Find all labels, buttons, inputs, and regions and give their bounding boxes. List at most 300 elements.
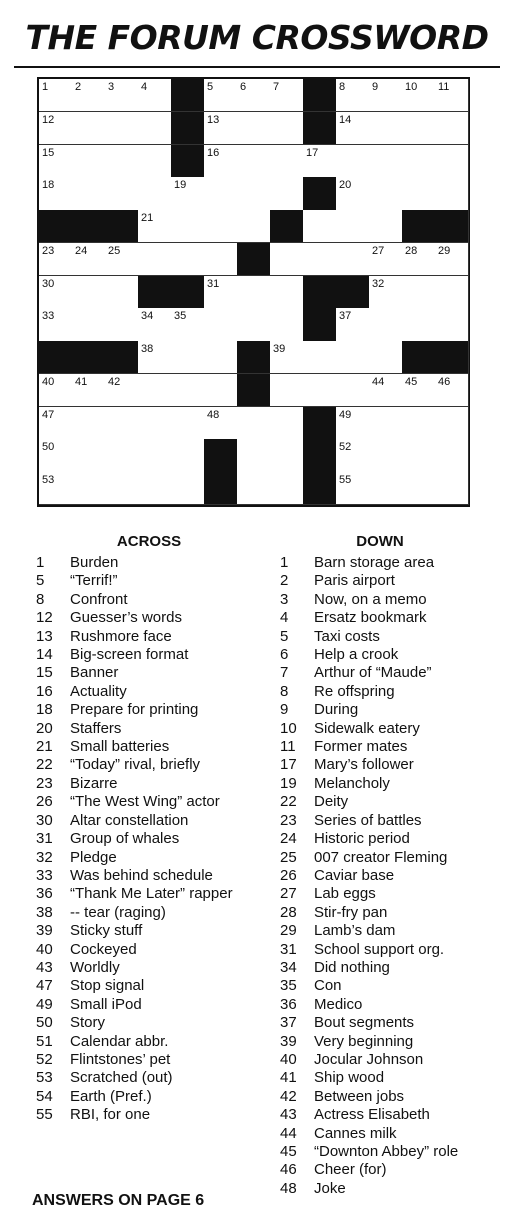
grid-cell[interactable] <box>270 374 304 407</box>
grid-cell[interactable] <box>270 243 304 276</box>
grid-cell[interactable] <box>105 439 139 472</box>
clue-number: 9 <box>280 701 289 719</box>
clue-number: 4 <box>280 609 289 627</box>
grid-cell[interactable] <box>204 341 238 374</box>
black-square <box>204 439 238 472</box>
clue-number: 18 <box>36 701 53 719</box>
grid-cell[interactable] <box>171 210 205 243</box>
grid-cell[interactable] <box>171 374 205 407</box>
clue-number: 37 <box>339 310 352 323</box>
grid-cell[interactable] <box>402 177 436 210</box>
clue-number: 31 <box>280 940 297 958</box>
grid-cell[interactable] <box>204 374 238 407</box>
clue-text: Actuality <box>70 682 127 700</box>
clue-number: 3 <box>280 590 289 608</box>
clue-number: 36 <box>280 995 297 1013</box>
clue-number: 23 <box>42 244 55 257</box>
grid-cell[interactable] <box>237 439 271 472</box>
grid-cell[interactable] <box>39 276 73 309</box>
clue-text: Big-screen format <box>70 646 189 664</box>
grid-cell[interactable] <box>171 439 205 472</box>
black-square <box>171 276 205 309</box>
grid-cell[interactable] <box>171 407 205 440</box>
black-square <box>402 210 436 243</box>
clue-number: 1 <box>42 81 49 93</box>
grid-cell[interactable] <box>105 407 139 440</box>
grid-cell[interactable] <box>402 145 436 178</box>
grid-cell[interactable] <box>72 177 106 210</box>
grid-cell[interactable] <box>138 308 172 341</box>
black-square <box>105 210 139 243</box>
clue-number: 22 <box>36 756 53 774</box>
across-clue <box>36 591 262 609</box>
clue-text: Melancholy <box>314 774 390 792</box>
clue-text: Joke <box>314 1179 346 1197</box>
down-clue <box>280 683 480 701</box>
grid-cell[interactable] <box>369 210 403 243</box>
grid-cell[interactable] <box>369 145 403 178</box>
grid-cell[interactable] <box>105 145 139 178</box>
grid-cell[interactable] <box>369 276 403 309</box>
down-clue <box>280 1143 480 1161</box>
grid-cell[interactable] <box>270 407 304 440</box>
down-clue <box>280 1088 480 1106</box>
black-square <box>237 341 271 374</box>
clue-number: 39 <box>273 343 286 356</box>
grid-cell[interactable] <box>105 79 139 112</box>
grid-cell[interactable] <box>435 79 469 112</box>
clue-number: 48 <box>280 1179 297 1197</box>
clue-number: 23 <box>280 811 297 829</box>
clue-text: Cheer (for) <box>314 1161 387 1179</box>
grid-cell[interactable] <box>270 79 304 112</box>
grid-cell[interactable] <box>138 145 172 178</box>
grid-cell[interactable] <box>237 79 271 112</box>
clue-number: 49 <box>36 995 53 1013</box>
grid-cell[interactable] <box>72 308 106 341</box>
grid-cell[interactable] <box>72 79 106 112</box>
black-square <box>204 472 238 505</box>
clue-number: 29 <box>280 922 297 940</box>
clue-text: RBI, for one <box>70 1106 151 1124</box>
clue-text: Scratched (out) <box>70 1069 173 1087</box>
grid-cell[interactable] <box>237 177 271 210</box>
grid-cell[interactable] <box>204 308 238 341</box>
grid-cell[interactable] <box>303 145 337 178</box>
grid-cell[interactable] <box>336 374 370 407</box>
clue-number: 36 <box>36 885 53 903</box>
grid-cell[interactable] <box>270 145 304 178</box>
black-square <box>303 407 337 440</box>
clue-number: 2 <box>75 81 82 93</box>
grid-cell[interactable] <box>369 308 403 341</box>
clue-text: Small batteries <box>70 738 170 756</box>
clue-text: Help a crook <box>314 646 399 664</box>
grid-cell[interactable] <box>237 210 271 243</box>
grid-cell[interactable] <box>402 276 436 309</box>
clue-number: 44 <box>372 375 385 388</box>
down-clues <box>280 533 480 1198</box>
clue-number: 50 <box>36 1014 53 1032</box>
grid-cell[interactable] <box>204 243 238 276</box>
clue-number: 16 <box>36 682 53 700</box>
clue-number: 34 <box>280 958 297 976</box>
grid-cell[interactable] <box>171 308 205 341</box>
clue-text: Caviar base <box>314 866 395 884</box>
grid-cell[interactable] <box>336 341 370 374</box>
clue-number: 13 <box>207 113 220 126</box>
clue-number: 6 <box>280 646 289 664</box>
grid-cell[interactable] <box>336 243 370 276</box>
grid-cell[interactable] <box>204 276 238 309</box>
grid-cell[interactable] <box>237 112 271 145</box>
clue-number: 35 <box>280 977 297 995</box>
down-clue <box>280 572 480 590</box>
clue-number: 14 <box>36 646 53 664</box>
grid-cell[interactable] <box>171 341 205 374</box>
across-clue <box>36 664 262 682</box>
clue-number: 26 <box>36 793 53 811</box>
grid-cell[interactable] <box>435 439 469 472</box>
grid-cell[interactable] <box>402 472 436 505</box>
grid-cell[interactable] <box>72 374 106 407</box>
clue-number: 39 <box>280 1032 297 1050</box>
clue-number: 53 <box>42 474 55 487</box>
grid-cell[interactable] <box>270 308 304 341</box>
across-clue <box>36 683 262 701</box>
grid-cell[interactable] <box>72 439 106 472</box>
grid-cell[interactable] <box>138 374 172 407</box>
grid-cell[interactable] <box>402 439 436 472</box>
clue-number: 37 <box>280 1014 297 1032</box>
grid-cell[interactable] <box>369 79 403 112</box>
clue-text: Banner <box>70 664 119 682</box>
grid-cell[interactable] <box>435 308 469 341</box>
clue-number: 18 <box>42 179 55 192</box>
across-clue <box>36 1088 262 1106</box>
grid-cell[interactable] <box>204 210 238 243</box>
grid-cell[interactable] <box>39 177 73 210</box>
clue-text: Rushmore face <box>70 627 172 645</box>
grid-cell[interactable] <box>105 374 139 407</box>
black-square <box>303 472 337 505</box>
clue-number: 23 <box>36 774 53 792</box>
clue-number: 16 <box>207 146 220 159</box>
grid-cell[interactable] <box>138 472 172 505</box>
black-square <box>303 439 337 472</box>
grid-cell[interactable] <box>435 112 469 145</box>
clue-number: 50 <box>42 441 55 454</box>
grid-cell[interactable] <box>435 374 469 407</box>
down-clue <box>280 664 480 682</box>
clue-number: 41 <box>75 375 88 388</box>
down-clue <box>280 885 480 903</box>
clue-text: “Terrif!” <box>70 572 118 590</box>
clue-number: 21 <box>36 738 53 756</box>
across-clue <box>36 867 262 885</box>
grid-cell[interactable] <box>435 145 469 178</box>
down-clue <box>280 959 480 977</box>
grid-cell[interactable] <box>369 112 403 145</box>
clue-text: Worldly <box>70 958 120 976</box>
clue-text: Group of whales <box>70 830 180 848</box>
clue-number: 10 <box>280 719 297 737</box>
grid-cell[interactable] <box>402 243 436 276</box>
clue-number: 15 <box>42 146 55 159</box>
grid-cell[interactable] <box>39 79 73 112</box>
down-clue <box>280 922 480 940</box>
grid-cell[interactable] <box>402 112 436 145</box>
clue-number: 1 <box>36 554 45 571</box>
clue-text: “Thank Me Later” rapper <box>70 885 233 903</box>
clue-number: 42 <box>108 375 121 388</box>
grid-cell[interactable] <box>72 145 106 178</box>
grid-cell[interactable] <box>270 112 304 145</box>
clue-number: 47 <box>42 408 55 421</box>
grid-cell[interactable] <box>138 79 172 112</box>
across-clue <box>36 922 262 940</box>
clue-text: Re offspring <box>314 682 395 700</box>
grid-cell[interactable] <box>105 112 139 145</box>
clue-number: 27 <box>372 244 385 257</box>
grid-cell[interactable] <box>105 472 139 505</box>
grid-cell[interactable] <box>237 145 271 178</box>
grid-cell[interactable] <box>369 439 403 472</box>
grid-cell[interactable] <box>39 407 73 440</box>
down-clue <box>280 1051 480 1069</box>
across-clue-list <box>36 554 262 1125</box>
clue-text: Stir-fry pan <box>314 903 388 921</box>
grid-cell[interactable] <box>39 243 73 276</box>
grid-cell[interactable] <box>105 276 139 309</box>
grid-cell[interactable] <box>138 341 172 374</box>
grid-cell[interactable] <box>402 79 436 112</box>
grid-cell[interactable] <box>303 210 337 243</box>
clue-number: 8 <box>339 81 346 93</box>
clue-text: Cannes milk <box>314 1124 397 1142</box>
grid-cell[interactable] <box>270 341 304 374</box>
grid-cell[interactable] <box>369 472 403 505</box>
clue-text: Medico <box>314 995 363 1013</box>
grid-cell[interactable] <box>204 145 238 178</box>
black-square <box>303 177 337 210</box>
grid-cell[interactable] <box>435 407 469 440</box>
black-square <box>171 145 205 178</box>
clue-number: 32 <box>372 277 385 290</box>
grid-cell[interactable] <box>369 243 403 276</box>
across-clue <box>36 1051 262 1069</box>
grid-cell[interactable] <box>204 79 238 112</box>
down-clue <box>280 996 480 1014</box>
grid-cell[interactable] <box>402 308 436 341</box>
grid-cell[interactable] <box>303 374 337 407</box>
grid-cell[interactable] <box>204 407 238 440</box>
grid-cell[interactable] <box>204 177 238 210</box>
clue-number: 38 <box>36 903 53 921</box>
grid-cell[interactable] <box>402 374 436 407</box>
grid-cell[interactable] <box>105 243 139 276</box>
clue-number: 21 <box>141 212 154 225</box>
grid-cell[interactable] <box>138 210 172 243</box>
grid-cell[interactable] <box>336 308 370 341</box>
clue-number: 7 <box>273 81 280 93</box>
clue-number: 17 <box>280 756 297 774</box>
black-square <box>72 210 106 243</box>
down-clue <box>280 1069 480 1087</box>
clue-number: 1 <box>280 554 289 571</box>
down-clue <box>280 554 480 572</box>
across-clue <box>36 720 262 738</box>
clue-number: 5 <box>280 627 289 645</box>
clue-number: 24 <box>280 830 297 848</box>
down-clue <box>280 1014 480 1032</box>
grid-cell[interactable] <box>336 145 370 178</box>
grid-cell[interactable] <box>336 79 370 112</box>
across-clue <box>36 628 262 646</box>
grid-cell[interactable] <box>336 439 370 472</box>
grid-cell[interactable] <box>237 407 271 440</box>
down-clue <box>280 738 480 756</box>
clue-text: Historic period <box>314 830 410 848</box>
clue-number: 8 <box>280 682 289 700</box>
across-clue <box>36 646 262 664</box>
grid-cell[interactable] <box>303 341 337 374</box>
across-clue <box>36 609 262 627</box>
grid-cell[interactable] <box>369 177 403 210</box>
grid-cell[interactable] <box>39 112 73 145</box>
clue-number: 11 <box>438 81 450 93</box>
down-clue <box>280 793 480 811</box>
grid-cell[interactable] <box>270 472 304 505</box>
grid-cell[interactable] <box>72 407 106 440</box>
grid-cell[interactable] <box>270 439 304 472</box>
grid-cell[interactable] <box>336 210 370 243</box>
clue-number: 2 <box>280 572 289 590</box>
grid-cell[interactable] <box>369 407 403 440</box>
grid-cell[interactable] <box>204 112 238 145</box>
grid-cell[interactable] <box>435 276 469 309</box>
grid-cell[interactable] <box>435 243 469 276</box>
clue-text: Deity <box>314 793 349 811</box>
black-square <box>270 210 304 243</box>
down-clue-list <box>280 554 480 1198</box>
grid-cell[interactable] <box>72 472 106 505</box>
black-square <box>138 276 172 309</box>
across-clue <box>36 812 262 830</box>
clue-number: 6 <box>240 81 247 93</box>
grid-cell[interactable] <box>72 276 106 309</box>
clue-number: 28 <box>405 244 418 257</box>
across-clue <box>36 554 262 572</box>
black-square <box>72 341 106 374</box>
grid-cell[interactable] <box>336 177 370 210</box>
down-clue <box>280 1161 480 1179</box>
grid-cell[interactable] <box>171 472 205 505</box>
clue-number: 29 <box>438 244 451 257</box>
grid-cell[interactable] <box>402 407 436 440</box>
grid-cell[interactable] <box>270 177 304 210</box>
grid-cell[interactable] <box>138 407 172 440</box>
grid-cell[interactable] <box>105 177 139 210</box>
across-clues <box>36 533 262 1125</box>
clue-number: 41 <box>280 1069 297 1087</box>
black-square <box>237 243 271 276</box>
grid-cell[interactable] <box>39 308 73 341</box>
clue-number: 31 <box>207 277 220 290</box>
clue-number: 24 <box>75 244 88 257</box>
grid-cell[interactable] <box>72 112 106 145</box>
clue-text: Staffers <box>70 719 122 737</box>
grid-cell[interactable] <box>237 276 271 309</box>
down-clue <box>280 867 480 885</box>
clue-number: 26 <box>280 866 297 884</box>
grid-cell[interactable] <box>138 439 172 472</box>
clue-text: Now, on a memo <box>314 590 427 608</box>
grid-cell[interactable] <box>138 243 172 276</box>
clue-number: 4 <box>141 81 148 93</box>
grid-cell[interactable] <box>72 243 106 276</box>
grid-cell[interactable] <box>39 472 73 505</box>
clue-text: Burden <box>70 554 119 571</box>
clue-text: School support org. <box>314 940 445 958</box>
grid-cell[interactable] <box>105 308 139 341</box>
clue-number: 40 <box>280 1050 297 1068</box>
grid-cell[interactable] <box>237 308 271 341</box>
clue-number: 45 <box>280 1143 297 1160</box>
black-square <box>435 341 469 374</box>
grid-cell[interactable] <box>171 177 205 210</box>
clue-text: Calendar abbr. <box>70 1032 169 1050</box>
black-square <box>39 210 73 243</box>
across-clue <box>36 1014 262 1032</box>
clue-number: 28 <box>280 903 297 921</box>
grid-cell[interactable] <box>369 341 403 374</box>
clue-text: Confront <box>70 590 128 608</box>
grid-cell[interactable] <box>39 145 73 178</box>
grid-cell[interactable] <box>39 374 73 407</box>
clue-text: Paris airport <box>314 572 395 590</box>
grid-cell[interactable] <box>270 276 304 309</box>
grid-cell[interactable] <box>336 112 370 145</box>
clue-text: Flintstones’ pet <box>70 1050 171 1068</box>
across-clue <box>36 775 262 793</box>
grid-cell[interactable] <box>336 472 370 505</box>
clue-text: -- tear (raging) <box>70 903 166 921</box>
grid-cell[interactable] <box>171 243 205 276</box>
down-clue <box>280 646 480 664</box>
clue-number: 40 <box>36 940 53 958</box>
grid-cell[interactable] <box>435 177 469 210</box>
clue-number: 30 <box>42 277 55 290</box>
grid-cell[interactable] <box>303 243 337 276</box>
black-square <box>171 112 205 145</box>
down-clue <box>280 609 480 627</box>
clue-number: 51 <box>36 1032 53 1050</box>
grid-cell[interactable] <box>336 407 370 440</box>
down-clue <box>280 849 480 867</box>
black-square <box>105 341 139 374</box>
grid-cell[interactable] <box>369 374 403 407</box>
clue-text: Actress Elisabeth <box>314 1106 430 1124</box>
clue-number: 44 <box>280 1124 297 1142</box>
grid-cell[interactable] <box>138 177 172 210</box>
grid-cell[interactable] <box>237 472 271 505</box>
clue-number: 42 <box>280 1087 297 1105</box>
grid-cell[interactable] <box>435 472 469 505</box>
grid-cell[interactable] <box>39 439 73 472</box>
down-clue <box>280 775 480 793</box>
grid-cell[interactable] <box>138 112 172 145</box>
